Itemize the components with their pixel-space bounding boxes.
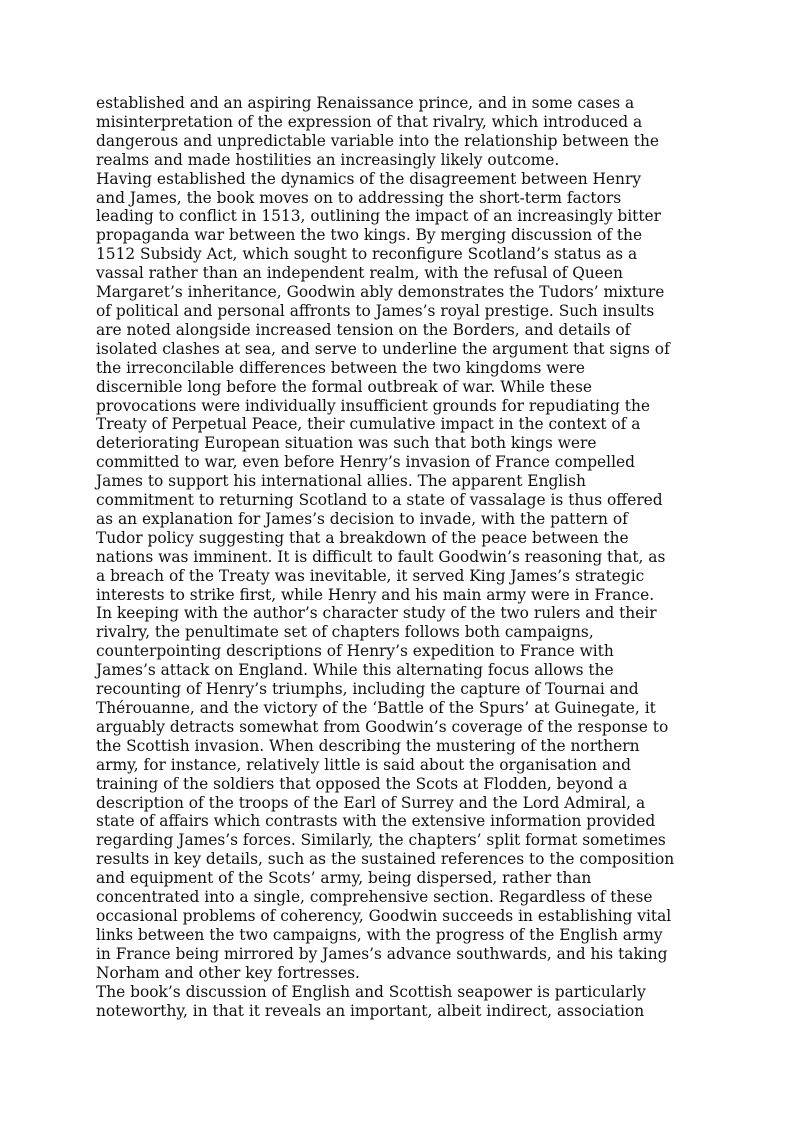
paragraph-seapower: The book’s discussion of English and Scottish seapower is particularly noteworthy, in that it reveals an important, albeit indirect, association [96, 982, 646, 1020]
document-body [96, 94, 716, 1020]
paragraph-short-term-factors: Having established the dynamics of the disagreement between Henry and James, the book moves on to addressing the short-term factors leading to conflict in 1513, outlining the impact of an increasingly bitter propaganda war between the two kings. By merging discussion of the 1512 Subsidy Act, which sought to reconfigure Scotland’s status as a vassal rather than an independent realm, with the refusal of Queen Margaret’s inheritance, Goodwin ably demonstrates the Tudors’ mixture of political and personal affronts to James’s royal prestige. Such insults are noted alongside increased tension on the Borders, and details of isolated clashes at sea, and serve to underline the argument that signs of the irreconcilable differences between the two kingdoms were discernible long before the formal outbreak of war. While these provocations were individually insufficient grounds for repudiating the Treaty of Perpetual Peace, their cumulative impact in the context of a deteriorating European situation was such that both kings were committed to war, even before Henry’s invasion of France compelled James to support his international allies. The apparent English commitment to returning Scotland to a state of vassalage is thus offered as an explanation for James’s decision to invade, with the pattern of Tudor policy suggesting that a breakdown of the peace between the nations was imminent. It is difficult to fault Goodwin’s reasoning that, as a breach of the Treaty was inevitable, it served King James’s strategic interests to strike first, while Henry and his main army were in France. [96, 169, 670, 604]
paragraph-campaigns: In keeping with the author’s character study of the two rulers and their rivalry, the penultimate set of chapters follows both campaigns, counterpointing descriptions of Henry’s expedition to France with James’s attack on England. While this alternating focus allows the recounting of Henry’s triumphs, including the capture of Tournai and Thérouanne, and the victory of the ‘Battle of the Spurs’ at Guinegate, it arguably detracts somewhat from Goodwin’s coverage of the response to the Scottish invasion. When describing the mustering of the northern army, for instance, relatively little is said about the organisation and training of the soldiers that opposed the Scots at Flodden, beyond a description of the troops of the Earl of Surrey and the Lord Admiral, a state of affairs which contrasts with the extensive information provided regarding James’s forces. Similarly, the chapters’ split format sometimes results in key details, such as the sustained references to the composition and equipment of the Scots’ army, being dispersed, rather than concentrated into a single, comprehensive section. Regardless of these occasional problems of coherency, Goodwin succeeds in establishing vital links between the two campaigns, with the progress of the English army in France being mirrored by James’s advance southwards, and his taking Norham and other key fortresses. [96, 604, 675, 982]
paragraph-rivalry-conclusion: established and an aspiring Renaissance prince, and in some cases a misinterpretation of the expression of that rivalry, which introduced a dangerous and unpredictable variable into the relationship between the realms and made hostilities an increasingly likely outcome. [96, 94, 659, 169]
